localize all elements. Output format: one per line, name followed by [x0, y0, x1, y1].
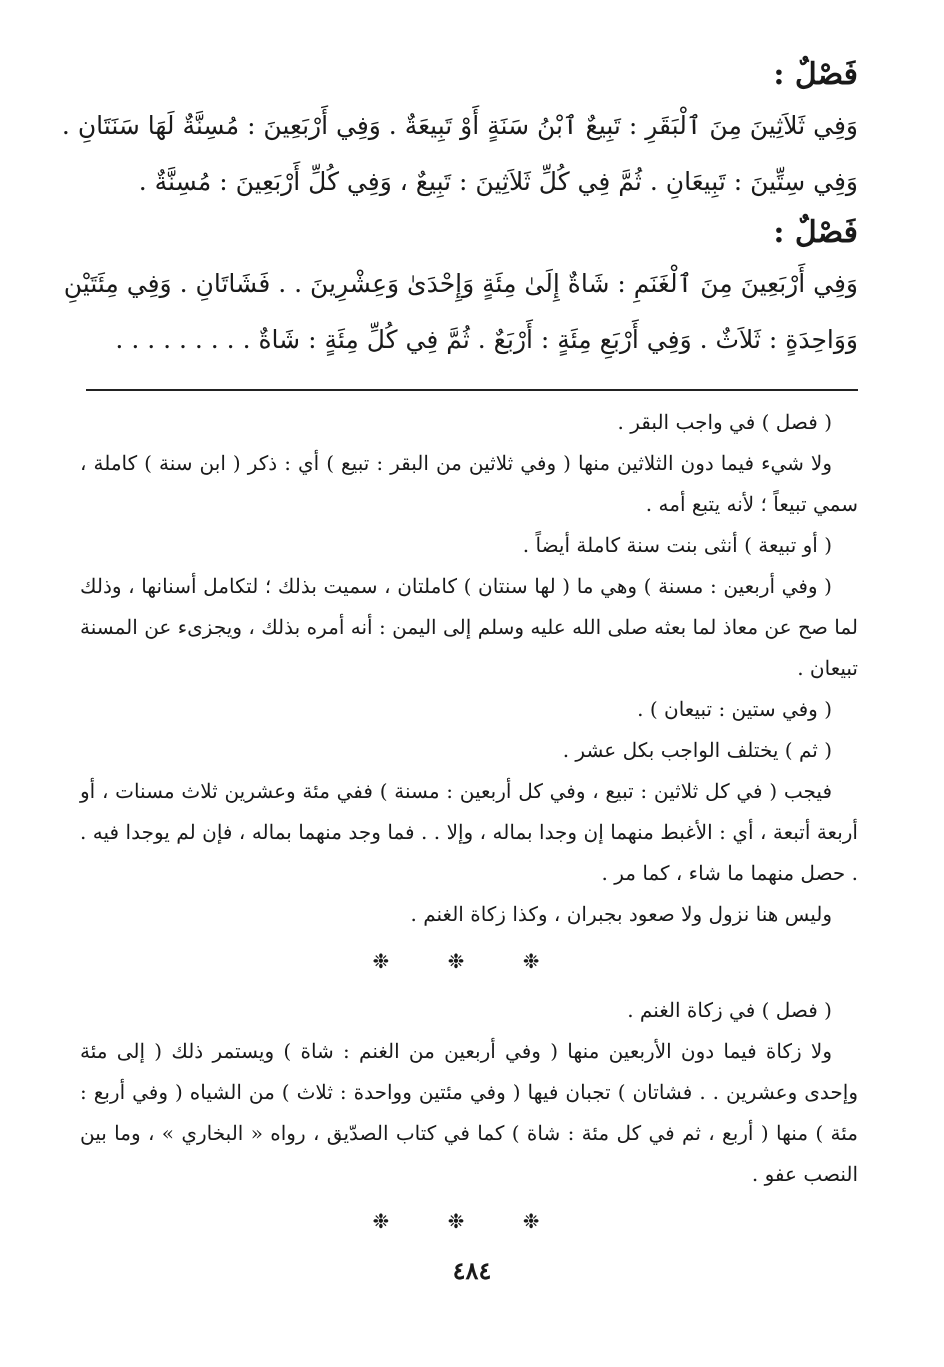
- section-divider-stars: ❉ ❉ ❉: [372, 1209, 566, 1233]
- commentary-paragraph: ( أو تبيعة ) أنثى بنت سنة كاملة أيضاً .: [522, 533, 832, 557]
- commentary-paragraph: ( فصل ) في زكاة الغنم .: [627, 998, 832, 1022]
- commentary-paragraph: ولا شيء فيما دون الثلاثين منها ( وفي ثلاثين من البقر : تبيع ) أي : ذكر ( ابن سنة ) كاملة ، سمي تبيعاً ؛ لأنه يتبع أمه .: [80, 451, 858, 516]
- main-text-line: وَفِي ثَلاَثِينَ مِنَ ٱلْبَقَرِ : تَبِيعٌ ٱبْنُ سَنَةٍ أَوْ تَبِيعَةٌ . وَفِي أَرْبَعِينَ : مُسِنَّةٌ لَهَا سَنَتَانِ .: [61, 111, 858, 140]
- section-divider-stars: ❉ ❉ ❉: [372, 949, 566, 973]
- commentary-paragraph: ولا زكاة فيما دون الأربعين منها ( وفي أربعين من الغنم : شاة ) ويستمر ذلك ( إلى مئة وإحدى وعشرين . . فشاتان ) تجبان فيها ( وفي مئتين وواحدة : ثلاث ) من الشياه ( وفي أربع : مئة ) منها ( أربع ، ثم في كل مئة : شاة ) كما في كتاب الصدّيق ، رواه « البخاري » ، وما بين النصب عفو .: [80, 1039, 858, 1186]
- commentary-paragraph: ( فصل ) في واجب البقر .: [617, 410, 832, 434]
- commentary-paragraph: ( وفي ستين : تبيعان ) .: [637, 697, 832, 721]
- commentary-paragraph: فيجب ( في كل ثلاثين : تبيع ، وفي كل أربعين : مسنة ) ففي مئة وعشرين ثلاث مسنات ، أو أربعة أتبعة ، أي : الأغبط منهما إن وجدا بماله ، وإلا . . فما وجد منهما بماله ، فإن لم يوجدا فيه . . حصل منهما ما شاء ، كما مر .: [80, 779, 858, 885]
- main-text-block: [61, 52, 858, 368]
- main-text-line: وَفِي سِتِّينَ : تَبِيعَانِ . ثُمَّ فِي كُلِّ ثَلاَثِينَ : تَبِيعٌ ، وَفِي كُلِّ أَرْبَعِينَ : مُسِنَّةٌ .: [138, 167, 858, 196]
- commentary-paragraph: ( ثم ) يختلف الواجب بكل عشر .: [562, 738, 832, 762]
- commentary-paragraph: ( وفي أربعين : مسنة ) وهي ما ( لها سنتان ) كاملتان ، سميت بذلك ؛ لتكامل أسنانها ، وذلك لما صح عن معاذ لما بعثه صلى الله عليه وسلم إلى اليمن : أنه أمره بذلك ، ويجزىء عن المسنة تبيعان .: [80, 574, 858, 680]
- separator-line: [86, 389, 858, 391]
- page-number: ٤٨٤: [452, 1256, 492, 1285]
- main-text-line: وَوَاحِدَةٍ : ثَلاَثٌ . وَفِي أَرْبَعِ مِئَةٍ : أَرْبَعٌ . ثُمَّ فِي كُلِّ مِئَةٍ : شَاةٌ . . . . . . . . .: [115, 325, 858, 354]
- main-text-line: وَفِي أَرْبَعِينَ مِنَ ٱلْغَنَمِ : شَاةٌ إِلَىٰ مِئَةٍ وَإِحْدَىٰ وَعِشْرِينَ . . فَشَاتَانِ . وَفِي مِئَتَيْنِ: [63, 269, 858, 298]
- section-heading: فَصْلٌ :: [773, 215, 858, 250]
- section-heading: فَصْلٌ :: [773, 57, 858, 92]
- commentary-paragraph: وليس هنا نزول ولا صعود بجبران ، وكذا زكاة الغنم .: [410, 902, 832, 926]
- commentary-block: [80, 402, 858, 1250]
